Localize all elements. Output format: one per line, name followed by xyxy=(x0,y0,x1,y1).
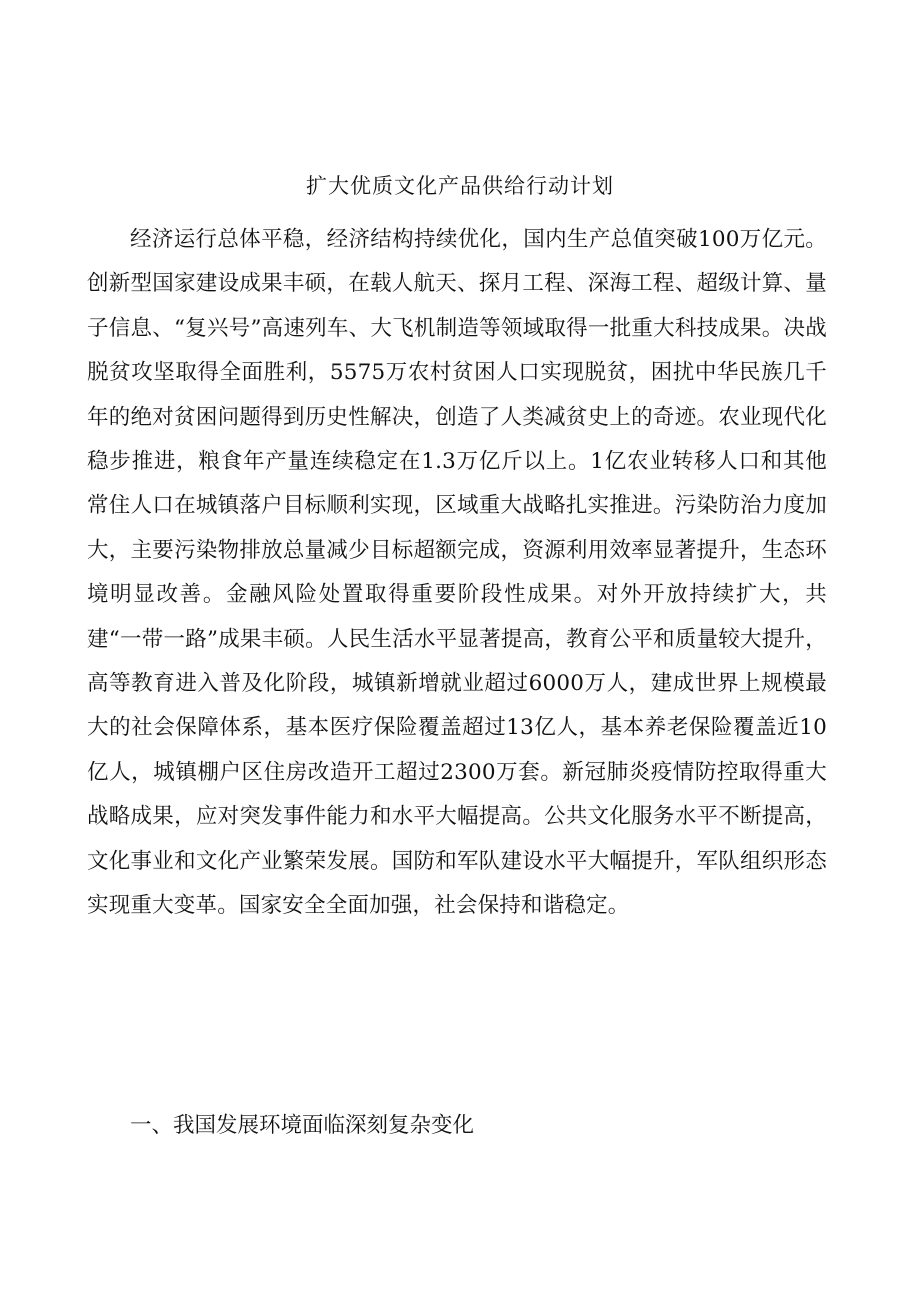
document-title: 扩大优质文化产品供给行动计划 xyxy=(306,174,614,198)
section-heading: 一、我国发展环境面临深刻复杂变化 xyxy=(130,1113,475,1138)
body-paragraph: 经济运行总体平稳，经济结构持续优化，国内生产总值突破100万亿元。创新型国家建设成果丰硕，在载人航天、探月工程、深海工程、超级计算、量子信息、“复兴号”高速列车、大飞机制造等领域取得一批重大科技成果。决战脱贫攻坚取得全面胜利，5575万农村贫困人口实现脱贫，困扰中华民族几千年的绝对贫困问题得到历史性解决，创造了人类减贫史上的奇迹。农业现代化稳步推进，粮食年产量连续稳定在1.3万亿斤以上。1亿农业转移人口和其他常住人口在城镇落户目标顺利实现，区域重大战略扎实推进。污染防治力度加大，主要污染物排放总量减少目标超额完成，资源利用效率显著提升，生态环境明显改善。金融风险处置取得重要阶段性成果。对外开放持续扩大，共建“一带一路”成果丰硕。人民生活水平显著提高，教育公平和质量较大提升，高等教育进入普及化阶段，城镇新增就业超过6000万人，建成世界上规模最大的社会保障体系，基本医疗保险覆盖超过13亿人，基本养老保险覆盖近10亿人，城镇棚户区住房改造开工超过2300万套。新冠肺炎疫情防控取得重大战略成果，应对突发事件能力和水平大幅提高。公共文化服务水平不断提高，文化事业和文化产业繁荣发展。国防和军队建设水平大幅提升，军队组织形态实现重大变革。国家安全全面加强，社会保持和谐稳定。 xyxy=(87,227,827,919)
